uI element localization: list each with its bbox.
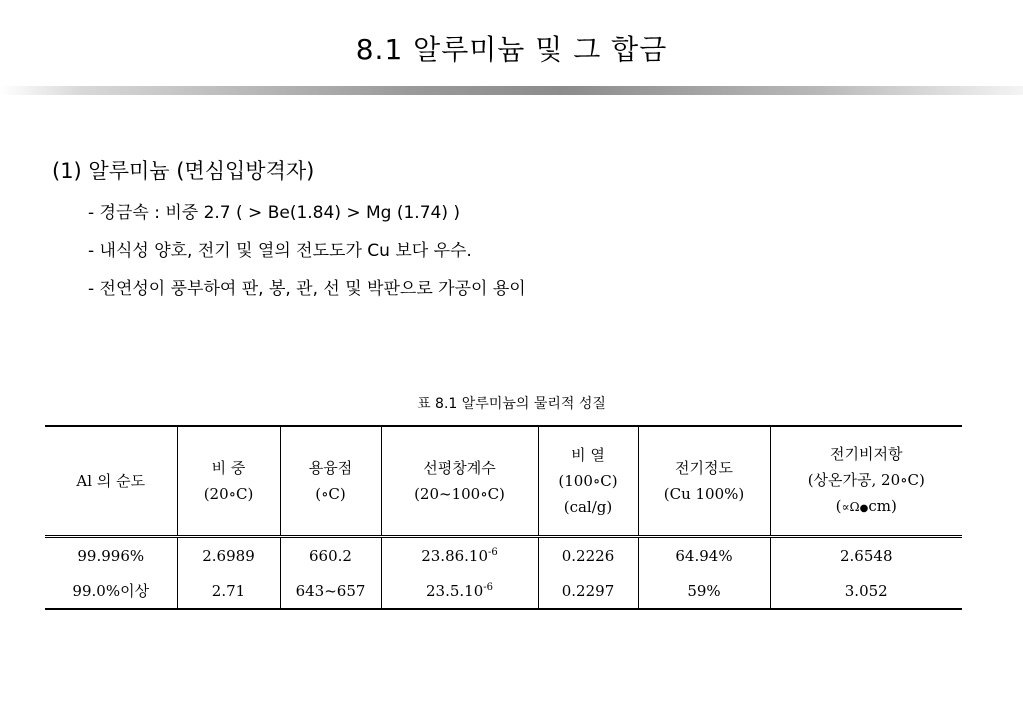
header-conductivity-unit: (Cu 100%) [663,485,745,503]
expansion-exponent: -6 [488,546,498,558]
cell-conductivity: 59% [638,573,770,609]
unit-open-paren: ( [835,496,842,515]
cell-melting: 643~657 [280,573,381,609]
header-heat-temp: (100∘C) [558,472,618,490]
header-melting-point [280,426,381,537]
omega-symbol: ∝Ω [841,499,860,514]
header-density-label: 비 중 [211,459,246,477]
cell-purity: 99.0%이상 [45,573,177,609]
header-density-unit: (20∘C) [203,485,254,503]
header-density [177,426,280,537]
header-resistivity-label: 전기비저항 [830,444,903,463]
cell-expansion [381,573,538,609]
bullet-light-metal: - 경금속 : 비중 2.7 ( > Be(1.84) > Mg (1.74) ) [88,203,461,223]
cell-density: 2.71 [177,573,280,609]
header-resistivity [770,426,962,537]
expansion-base: 23.5.10 [425,581,484,600]
header-purity-label: Al 의 순도 [76,472,146,490]
properties-table [45,425,962,610]
table-row [45,537,962,574]
header-melting-label: 용융점 [308,459,353,477]
cell-resistivity: 2.6548 [770,537,962,574]
header-conductivity-label: 전기정도 [675,459,733,477]
table-caption: 표 8.1 알루미늄의 물리적 성질 [417,396,606,412]
header-expansion-label: 선평창계수 [423,459,496,477]
bullet-ductility: - 전연성이 풍부하여 판, 봉, 관, 선 및 박판으로 가공이 용이 [88,279,526,299]
dot-symbol: ● [859,502,869,514]
cell-purity: 99.996% [45,537,177,574]
cell-melting: 660.2 [280,537,381,574]
section-heading: (1) 알루미늄 (면심입방격자) [52,159,315,183]
cell-specific-heat: 0.2297 [538,573,638,609]
header-specific-heat [538,426,638,537]
unit-cm: cm) [868,496,897,515]
header-expansion [381,426,538,537]
expansion-exponent: -6 [483,581,493,593]
page-title: 8.1 알루미늄 및 그 합금 [355,33,668,66]
header-expansion-unit: (20~100∘C) [414,485,505,503]
table-row [45,573,962,609]
bullet-list [88,200,526,314]
header-heat-unit: (cal/g) [563,498,613,516]
header-resistivity-unit [773,493,961,522]
cell-conductivity: 64.94% [638,537,770,574]
expansion-base: 23.86.10 [421,546,489,565]
header-purity [45,426,177,537]
bullet-corrosion: - 내식성 양호, 전기 및 열의 전도도가 Cu 보다 우수. [88,241,472,261]
header-melting-unit: (∘C) [315,485,346,503]
cell-expansion [381,537,538,574]
title-divider [0,86,1023,95]
cell-resistivity: 3.052 [770,573,962,609]
header-conductivity [638,426,770,537]
cell-specific-heat: 0.2226 [538,537,638,574]
header-heat-label: 비 열 [571,446,605,464]
cell-density: 2.6989 [177,537,280,574]
header-resistivity-cond: (상온가공, 20∘C) [807,470,925,489]
table-header-row [45,426,962,537]
